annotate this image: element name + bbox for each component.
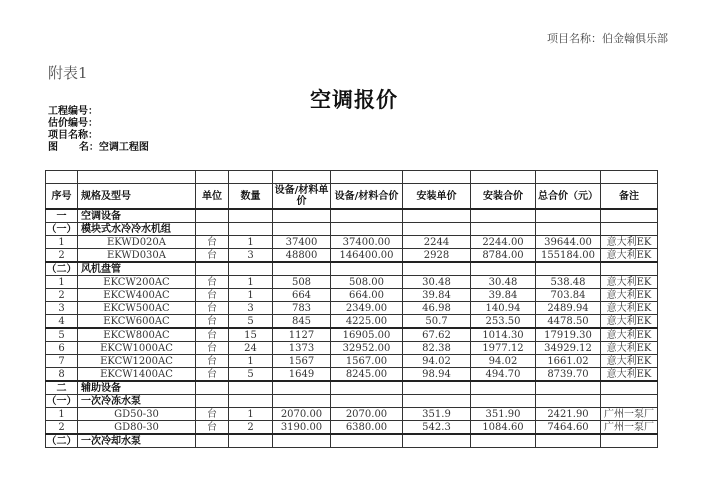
cell-grand-total: 39644.00 [536, 236, 601, 249]
cell-spec: EKWD020A [78, 236, 196, 249]
cell-qty: 1 [229, 355, 273, 368]
cell-no: 7 [46, 355, 78, 368]
meta-estimate-number: 估价编号： [48, 118, 98, 129]
cell-spec: EKCW1400AC [78, 368, 196, 382]
cell-qty: 1 [229, 408, 273, 421]
cell-qty: 5 [229, 315, 273, 329]
cell-equip-unit-price: 1127 [273, 328, 331, 342]
empty-cell [196, 223, 229, 236]
cell-equip-unit-price: 1567 [273, 355, 331, 368]
cell-install-unit-price: 67.62 [403, 328, 471, 342]
cell-remarks: 意大利EK [601, 302, 658, 315]
cell-install-unit-price: 542.3 [403, 421, 471, 435]
cell-no: 1 [46, 408, 78, 421]
cell-spec: EKCW200AC [78, 276, 196, 289]
cell-equip-total: 16905.00 [331, 328, 403, 342]
cell-equip-total: 6380.00 [331, 421, 403, 435]
cell-install-unit-price: 98.94 [403, 368, 471, 382]
cell-install-total: 351.90 [471, 408, 536, 421]
cell-unit: 台 [196, 368, 229, 382]
cell-remarks: 广州一泵厂 [601, 421, 658, 435]
col-header-install-total: 安装合价 [471, 184, 536, 210]
cell-grand-total: 34929.12 [536, 342, 601, 355]
section-row [46, 381, 658, 395]
cell-unit: 台 [196, 302, 229, 315]
cell-spec: GD80-30 [78, 421, 196, 435]
col-header-no: 序号 [46, 184, 78, 210]
cell-install-total: 2244.00 [471, 236, 536, 249]
cell-grand-total: 1661.02 [536, 355, 601, 368]
cell-grand-total: 8739.70 [536, 368, 601, 382]
cell-install-total: 140.94 [471, 302, 536, 315]
empty-cell [229, 381, 273, 395]
empty-cell [601, 381, 658, 395]
cell-spec: EKCW800AC [78, 328, 196, 342]
empty-cell [331, 381, 403, 395]
empty-cell [331, 434, 403, 448]
col-header-equip-unit-price: 设备/材料单价 [273, 184, 331, 210]
cell-qty: 1 [229, 289, 273, 302]
empty-cell [601, 209, 658, 223]
cell-equip-total: 508.00 [331, 276, 403, 289]
empty-cell [331, 262, 403, 276]
cell-grand-total: 2421.90 [536, 408, 601, 421]
empty-cell [229, 209, 273, 223]
empty-cell [471, 381, 536, 395]
empty-cell [403, 434, 471, 448]
cell-equip-total: 8245.00 [331, 368, 403, 382]
cell-install-unit-price: 46.98 [403, 302, 471, 315]
empty-cell [196, 381, 229, 395]
section-title: 辅助设备 [78, 381, 196, 395]
cell-install-total: 30.48 [471, 276, 536, 289]
cell-equip-total: 664.00 [331, 289, 403, 302]
cell-remarks: 意大利EK [601, 355, 658, 368]
cell-install-total: 1084.60 [471, 421, 536, 435]
section-number: 一 [46, 209, 78, 223]
meta-drawing-name: 图 名：空调工程图 [48, 142, 149, 153]
table-row [46, 421, 658, 435]
cell-remarks: 意大利EK [601, 276, 658, 289]
cell-install-unit-price: 2244 [403, 236, 471, 249]
meta-project-number: 工程编号： [48, 106, 98, 117]
document-meta [48, 106, 149, 154]
cell-qty: 3 [229, 249, 273, 263]
cell-qty: 15 [229, 328, 273, 342]
cell-install-unit-price: 30.48 [403, 276, 471, 289]
cell-no: 2 [46, 289, 78, 302]
project-name-label: 项目名称：伯金翰俱乐部 [547, 32, 668, 45]
empty-cell [601, 262, 658, 276]
empty-cell [601, 223, 658, 236]
empty-cell [471, 262, 536, 276]
cell-qty: 1 [229, 276, 273, 289]
cell-equip-unit-price: 37400 [273, 236, 331, 249]
empty-cell [471, 223, 536, 236]
cell-install-total: 39.84 [471, 289, 536, 302]
cell-spec: EKCW600AC [78, 315, 196, 329]
empty-cell [229, 434, 273, 448]
cell-equip-total: 37400.00 [331, 236, 403, 249]
empty-cell [536, 395, 601, 408]
cell-no: 1 [46, 276, 78, 289]
cell-grand-total: 703.84 [536, 289, 601, 302]
cell-equip-total: 2070.00 [331, 408, 403, 421]
table-row [46, 355, 658, 368]
cell-no: 4 [46, 315, 78, 329]
cell-remarks: 意大利EK [601, 289, 658, 302]
cell-spec: EKCW500AC [78, 302, 196, 315]
cell-no: 6 [46, 342, 78, 355]
empty-cell [403, 395, 471, 408]
cell-grand-total: 155184.00 [536, 249, 601, 263]
cell-equip-total: 1567.00 [331, 355, 403, 368]
cell-remarks: 意大利EK [601, 315, 658, 329]
empty-cell [536, 223, 601, 236]
empty-cell [273, 381, 331, 395]
empty-cell [471, 395, 536, 408]
cell-equip-total: 32952.00 [331, 342, 403, 355]
table-row [46, 289, 658, 302]
empty-cell [601, 434, 658, 448]
cell-equip-unit-price: 3190.00 [273, 421, 331, 435]
cell-unit: 台 [196, 236, 229, 249]
cell-remarks: 意大利EK [601, 342, 658, 355]
cell-remarks: 意大利EK [601, 328, 658, 342]
empty-cell [273, 209, 331, 223]
cell-no: 5 [46, 328, 78, 342]
section-row [46, 434, 658, 448]
cell-no: 8 [46, 368, 78, 382]
cell-install-total: 494.70 [471, 368, 536, 382]
annex-label: 附表1 [48, 64, 88, 82]
table-row [46, 368, 658, 382]
empty-cell [471, 434, 536, 448]
empty-cell [229, 223, 273, 236]
section-title: 风机盘管 [78, 262, 196, 276]
empty-cell [471, 209, 536, 223]
quotation-table [45, 170, 658, 448]
cell-qty: 2 [229, 421, 273, 435]
cell-no: 3 [46, 302, 78, 315]
cell-grand-total: 17919.30 [536, 328, 601, 342]
cell-remarks: 广州一泵厂 [601, 408, 658, 421]
cell-no: 1 [46, 236, 78, 249]
cell-spec: EKCW1200AC [78, 355, 196, 368]
cell-grand-total: 538.48 [536, 276, 601, 289]
cell-grand-total: 4478.50 [536, 315, 601, 329]
cell-install-unit-price: 2928 [403, 249, 471, 263]
empty-cell [601, 395, 658, 408]
cell-equip-unit-price: 783 [273, 302, 331, 315]
cell-qty: 1 [229, 236, 273, 249]
cell-qty: 5 [229, 368, 273, 382]
cell-spec: EKWD030A [78, 249, 196, 263]
table-row [46, 315, 658, 329]
empty-cell [273, 434, 331, 448]
cell-install-unit-price: 94.02 [403, 355, 471, 368]
empty-cell [196, 395, 229, 408]
table-header-row [46, 184, 658, 210]
cell-grand-total: 7464.60 [536, 421, 601, 435]
section-title: 模块式水冷冷水机组 [78, 223, 196, 236]
cell-unit: 台 [196, 315, 229, 329]
empty-cell [273, 395, 331, 408]
empty-cell [536, 434, 601, 448]
cell-remarks: 意大利EK [601, 368, 658, 382]
cell-install-unit-price: 39.84 [403, 289, 471, 302]
cell-spec: GD50-30 [78, 408, 196, 421]
empty-cell [331, 223, 403, 236]
empty-cell [229, 395, 273, 408]
cell-no: 2 [46, 421, 78, 435]
section-row [46, 223, 658, 236]
cell-unit: 台 [196, 342, 229, 355]
empty-cell [403, 223, 471, 236]
col-header-install-unit-price: 安装单价 [403, 184, 471, 210]
cell-equip-unit-price: 1373 [273, 342, 331, 355]
empty-cell [273, 262, 331, 276]
section-title: 一次冷却水泵 [78, 434, 196, 448]
section-row [46, 262, 658, 276]
section-row [46, 209, 658, 223]
col-header-equip-total: 设备/材料合价 [331, 184, 403, 210]
cell-unit: 台 [196, 408, 229, 421]
table-body [46, 209, 658, 448]
section-number: （一） [46, 223, 77, 235]
cell-install-total: 1977.12 [471, 342, 536, 355]
page-title: 空调报价 [310, 88, 398, 112]
empty-cell [403, 262, 471, 276]
empty-cell [403, 381, 471, 395]
empty-cell [331, 395, 403, 408]
cell-install-total: 94.02 [471, 355, 536, 368]
table-row [46, 408, 658, 421]
col-header-qty: 数量 [229, 184, 273, 210]
cell-unit: 台 [196, 355, 229, 368]
header-spacer-row [46, 171, 658, 184]
col-header-remarks: 备注 [601, 184, 658, 210]
col-header-spec: 规格及型号 [78, 184, 196, 210]
col-header-grand-total: 总合价（元） [536, 184, 601, 210]
cell-remarks: 意大利EK [601, 236, 658, 249]
cell-remarks: 意大利EK [601, 249, 658, 263]
cell-unit: 台 [196, 328, 229, 342]
table-row [46, 328, 658, 342]
col-header-unit: 单位 [196, 184, 229, 210]
cell-equip-unit-price: 664 [273, 289, 331, 302]
empty-cell [536, 209, 601, 223]
cell-equip-unit-price: 1649 [273, 368, 331, 382]
empty-cell [403, 209, 471, 223]
empty-cell [331, 209, 403, 223]
table-row [46, 342, 658, 355]
section-number: （二） [46, 263, 77, 275]
table-row [46, 276, 658, 289]
empty-cell [536, 262, 601, 276]
section-title: 一次冷冻水泵 [78, 395, 196, 408]
section-number: 二 [46, 381, 78, 395]
section-number: （二） [46, 435, 77, 447]
empty-cell [536, 381, 601, 395]
cell-equip-total: 2349.00 [331, 302, 403, 315]
cell-unit: 台 [196, 249, 229, 263]
meta-project-name: 项目名称： [48, 130, 98, 141]
cell-qty: 24 [229, 342, 273, 355]
cell-install-total: 253.50 [471, 315, 536, 329]
section-number: （一） [46, 395, 77, 407]
empty-cell [273, 223, 331, 236]
cell-install-total: 1014.30 [471, 328, 536, 342]
cell-equip-total: 146400.00 [331, 249, 403, 263]
cell-equip-unit-price: 845 [273, 315, 331, 329]
empty-cell [229, 262, 273, 276]
table-row [46, 249, 658, 263]
cell-equip-unit-price: 508 [273, 276, 331, 289]
cell-equip-unit-price: 48800 [273, 249, 331, 263]
cell-unit: 台 [196, 421, 229, 435]
cell-spec: EKCW400AC [78, 289, 196, 302]
cell-spec: EKCW1000AC [78, 342, 196, 355]
cell-install-total: 8784.00 [471, 249, 536, 263]
cell-install-unit-price: 82.38 [403, 342, 471, 355]
cell-unit: 台 [196, 289, 229, 302]
cell-equip-total: 4225.00 [331, 315, 403, 329]
cell-install-unit-price: 50.7 [403, 315, 471, 329]
empty-cell [196, 262, 229, 276]
section-row [46, 395, 658, 408]
empty-cell [196, 434, 229, 448]
cell-equip-unit-price: 2070.00 [273, 408, 331, 421]
cell-no: 2 [46, 249, 78, 263]
cell-qty: 3 [229, 302, 273, 315]
cell-unit: 台 [196, 276, 229, 289]
cell-grand-total: 2489.94 [536, 302, 601, 315]
empty-cell [196, 209, 229, 223]
section-title: 空调设备 [78, 209, 196, 223]
table-row [46, 236, 658, 249]
cell-install-unit-price: 351.9 [403, 408, 471, 421]
table-row [46, 302, 658, 315]
